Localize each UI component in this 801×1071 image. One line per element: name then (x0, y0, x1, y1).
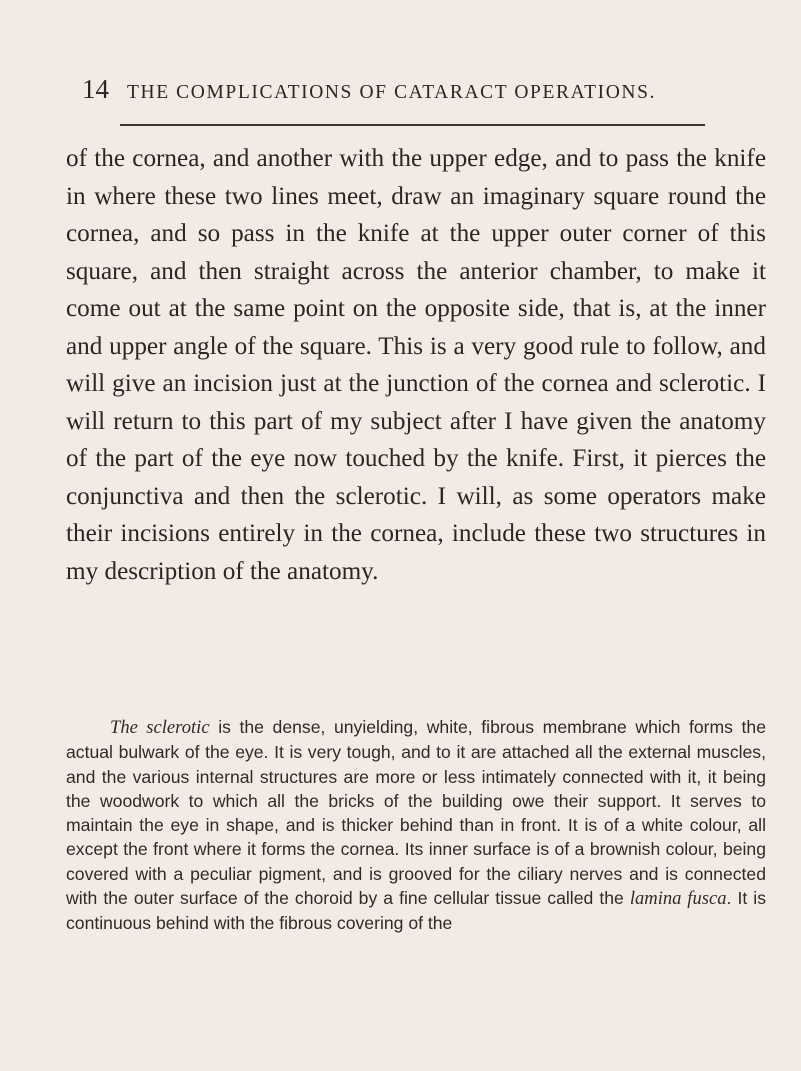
small-print-text (66, 715, 766, 936)
main-text (66, 140, 766, 590)
italic-term: lamina fusca (629, 888, 727, 910)
small-print-text-segment: is the dense, unyielding, white, fibrous membrane which forms the actual bulwark of the eye. It is very tough, and to it are attached all the external muscles, and the various internal structures are more or less intimately connected with it, it being the woodwork to which all the bricks of the building owe their support. It serves to maintain the eye in shape, and is thicker behind than in front. It is of a white colour, all except the front where it forms the cornea. Its inner surface is of a brownish colour, being covered with a peculiar pigment, and is grooved for the ciliary nerves and is connected with the outer surface of the choroid by a fine cellular tissue called the (66, 717, 766, 909)
small-print-text-segment: . It is continuous behind with the fibrous covering of the (66, 888, 766, 934)
small-print-paragraph (66, 715, 766, 936)
page-number: 14 (82, 74, 109, 104)
running-head (82, 74, 702, 106)
paragraph: of the cornea, and another with the upper edge, and to pass the knife in where these two lines meet, draw an imaginary square round the cornea, and so pass in the knife at the upper outer corner of this square, and then straight across the anterior chamber, to make it come out at the same point on the opposite side, that is, at the inner and upper angle of the square. This is a very good rule to follow, and will give an incision just at the junction of the cornea and sclerotic. I will return to this part of my subject after I have given the anatomy of the part of the eye now touched by the knife. First, it pierces the conjunctiva and then the sclerotic. I will, as some operators make their incisions entirely in the cornea, include these two structures in my description of the anatomy. (66, 145, 766, 585)
header-title: THE COMPLICATIONS OF CATARACT OPERATIONS. (127, 82, 657, 103)
italic-term: The sclerotic (110, 717, 210, 738)
header-rule (120, 124, 705, 126)
